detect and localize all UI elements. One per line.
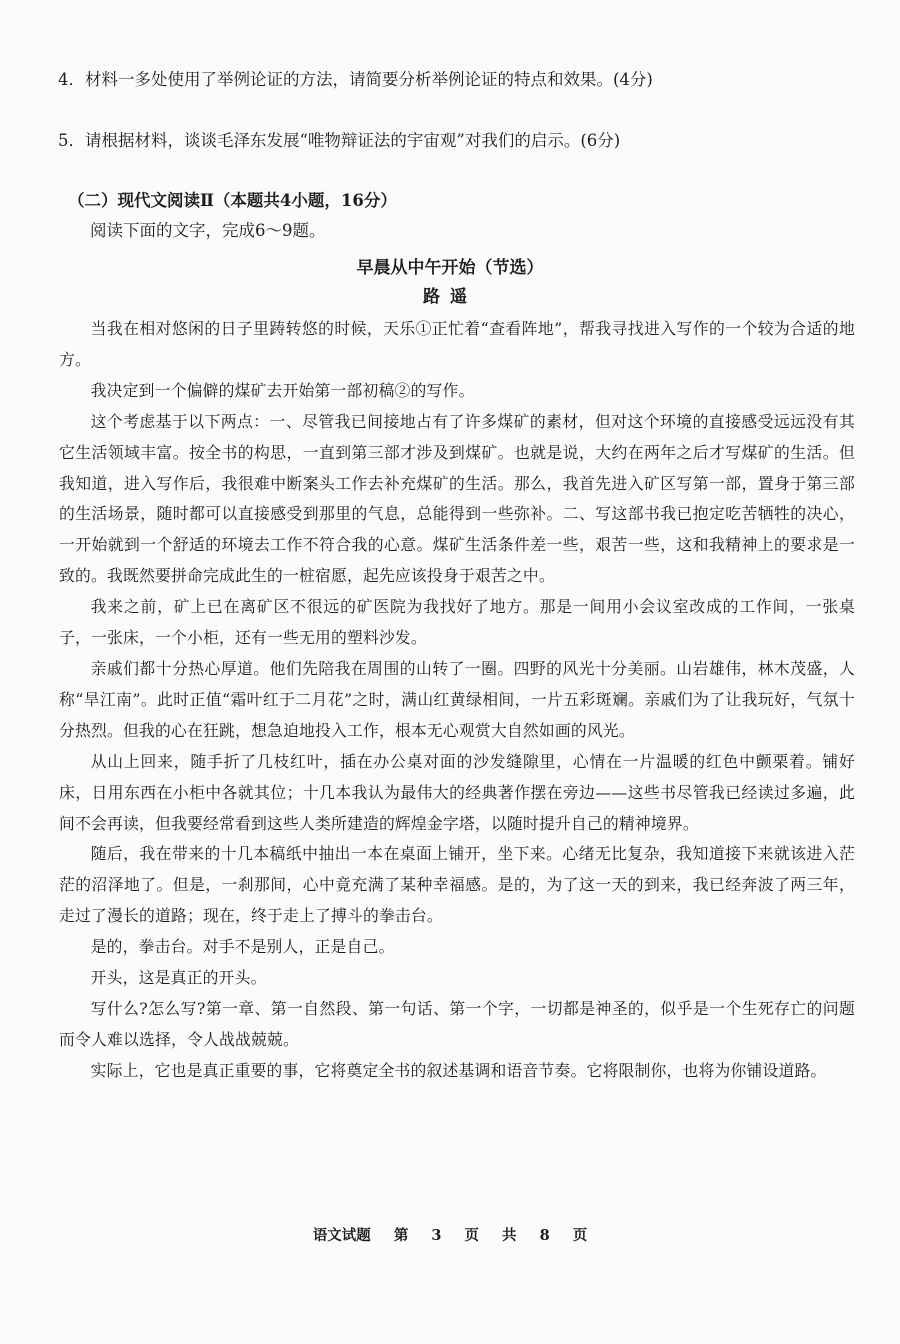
paragraph: 我来之前，矿上已在离矿区不很远的矿医院为我找好了地方。那是一间用小会议室改成的工作间，一张桌子，一张床，一个小柜，还有一些无用的塑料沙发。 <box>59 597 855 648</box>
section-instruction: 阅读下面的文字，完成6～9题。 <box>90 221 326 240</box>
paragraph: 随后，我在带来的十几本稿纸中抽出一本在桌面上铺开，坐下来。心绪无比复杂，我知道接下来就该进入茫茫的沼泽地了。但是，一刹那间，心中竟充满了某种幸福感。是的，为了这一天的到来，我已经奔波了两三年，走过了漫长的道路；现在，终于走上了搏斗的拳击台。 <box>59 844 855 926</box>
paragraph: 这个考虑基于以下两点：一、尽管我已间接地占有了许多煤矿的素材，但对这个环境的直接感受远远没有其它生活领域丰富。按全书的构思，一直到第三部才涉及到煤矿。也就是说，大约在两年之后才写煤矿的生活。但我知道，进入写作后，我很难中断案头工作去补充煤矿的生活。那么，我首先进入矿区写第一部，置身于第三部的生活场景，随时都可以直接感受到那里的气息，总能得到一些弥补。二、写这部书我已抱定吃苦牺牲的决心，一开始就到一个舒适的环境去工作不符合我的心意。煤矿生活条件差一些，艰苦一些，这和我精神上的要求是一致的。我既然要拼命完成此生的一桩宿愿，起先应该投身于艰苦之中。 <box>59 411 855 586</box>
page-footer: 语文试题 第 3 页 共 8 页 <box>312 1227 588 1244</box>
paragraph: 当我在相对悠闲的日子里踌转悠的时候，天乐①正忙着“查看阵地”，帮我寻找进入写作的一个较为合适的地方。 <box>59 319 855 369</box>
paragraph: 亲戚们都十分热心厚道。他们先陪我在周围的山转了一圈。四野的风光十分美丽。山岩雄伟，林木茂盛，人称“旱江南”。此时正值“霜叶红于二月花”之时，满山红黄绿相间，一片五彩斑斓。亲戚们为了让我玩好，气氛十分热烈。但我的心在狂跳，想急迫地投入工作，根本无心观赏大自然如画的风光。 <box>59 658 855 740</box>
section-heading: （二）现代文阅读Ⅱ（本题共4小题，16分） <box>68 191 397 210</box>
question-4: 4．材料一多处使用了举例论证的方法，请简要分析举例论证的特点和效果。(4分) <box>58 70 653 89</box>
paragraph: 实际上，它也是真正重要的事，它将奠定全书的叙述基调和语音节奏。它将限制你，也将为你铺设道路。 <box>90 1060 827 1080</box>
paragraph: 从山上回来，随手折了几枝红叶，插在办公桌对面的沙发缝隙里，心情在一片温暖的红色中颤栗着。铺好床，日用东西在小柜中各就其位；十几本我认为最伟大的经典著作摆在旁边——这些书尽管我已经读过多遍，此间不会再读，但我要经常看到这些人类所建造的辉煌金字塔，以随时提升自己的精神境界。 <box>59 751 855 833</box>
question-5: 5．请根据材料，谈谈毛泽东发展“唯物辩证法的宇宙观”对我们的启示。(6分) <box>58 131 621 150</box>
paragraph: 写什么?怎么写?第一章、第一自然段、第一句话、第一个字，一切都是神圣的，似乎是一个生死存亡的问题而令人难以选择，令人战战兢兢。 <box>59 998 855 1049</box>
paragraph: 是的，拳击台。对手不是别人，正是自己。 <box>90 937 395 957</box>
paragraph: 开头，这是真正的开头。 <box>90 968 267 988</box>
article-author: 路遥 <box>423 287 477 307</box>
article-title: 早晨从中午开始（节选） <box>356 258 544 278</box>
paragraph: 我决定到一个偏僻的煤矿去开始第一部初稿②的写作。 <box>90 380 475 400</box>
article-body <box>59 314 855 1087</box>
